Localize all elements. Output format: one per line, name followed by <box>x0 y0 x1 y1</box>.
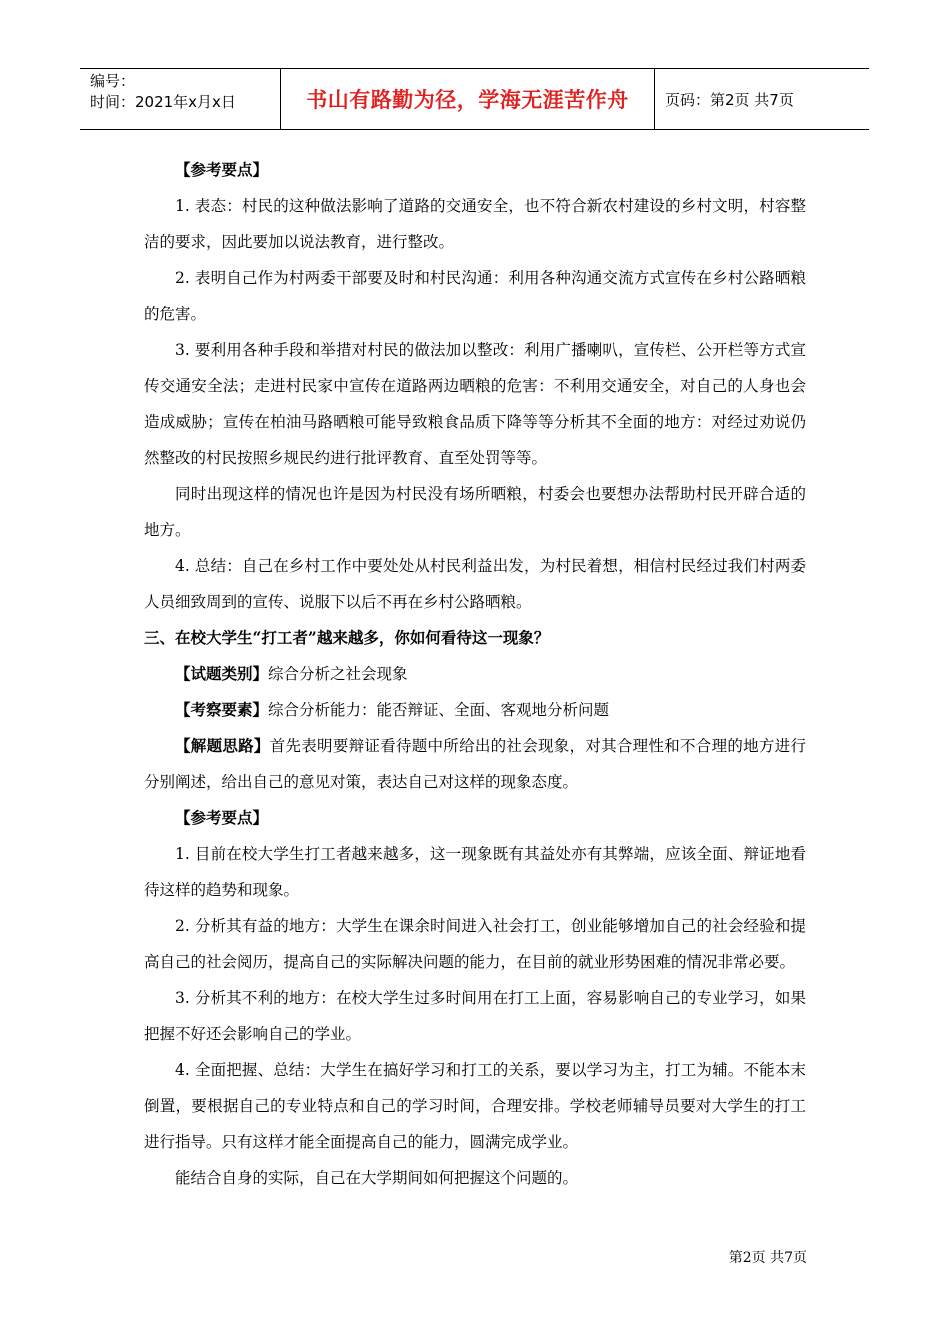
document-number-label: 编号： <box>90 72 136 90</box>
page-footer: 第2页 共7页 <box>728 1250 807 1266</box>
paragraph <box>144 1052 806 1160</box>
paragraph-text: 2. 表明自己作为村两委干部要及时和村民沟通：利用各种沟通交流方式宣传在乡村公路晒粮的危害。 <box>144 269 806 323</box>
paragraph-text: 首先表明要辩证看待题中所给出的社会现象，对其合理性和不合理的地方进行分别阐述，给出自己的意见对策，表达自己对这样的现象态度。 <box>144 737 806 791</box>
paragraph <box>144 692 806 728</box>
paragraph-bold: 【考察要素】 <box>175 700 269 719</box>
paragraph-text: 3. 分析其不利的地方：在校大学生过多时间用在打工上面，容易影响自己的专业学习，如果把握不好还会影响自己的学业。 <box>144 989 806 1043</box>
paragraph <box>144 152 806 188</box>
header-meta <box>80 69 281 129</box>
paragraph-text: 2. 分析其有益的地方：大学生在课余时间进入社会打工，创业能够增加自己的社会经验和提高自己的社会阅历，提高自己的实际解决问题的能力，在目前的就业形势困难的情况非常必要。 <box>144 917 806 971</box>
paragraph-bold: 【试题类别】 <box>175 664 269 683</box>
paragraph-text: 同时出现这样的情况也许是因为村民没有场所晒粮，村委会也要想办法帮助村民开辟合适的地方。 <box>144 485 806 539</box>
paragraph-text: 3. 要利用各种手段和举措对村民的做法加以整改：利用广播喇叭，宣传栏、公开栏等方式宣传交通安全法；走进村民家中宣传在道路两边晒粮的危害：不利用交通安全，对自己的人身也会造成威胁；宣传在柏油马路晒粮可能导致粮食品质下降等等分析其不全面的地方：对经过劝说仍然整改的村民按照乡规民约进行批评教育、直至处罚等等。 <box>144 341 806 467</box>
paragraph <box>144 332 806 476</box>
paragraph <box>144 188 806 260</box>
document-body <box>144 152 806 1196</box>
paragraph-text: 1. 表态：村民的这种做法影响了道路的交通安全，也不符合新农村建设的乡村文明，村容整洁的要求，因此要加以说法教育，进行整改。 <box>144 197 806 251</box>
paragraph <box>144 1160 806 1196</box>
paragraph-text: 能结合自身的实际，自己在大学期间如何把握这个问题的。 <box>175 1169 579 1187</box>
paragraph-text: 综合分析能力：能否辩证、全面、客观地分析问题 <box>268 701 610 719</box>
paragraph <box>144 260 806 332</box>
header-page-info: 页码：第2页 共7页 <box>665 90 794 109</box>
paragraph <box>144 800 806 836</box>
question-heading <box>144 620 806 656</box>
paragraph-bold: 【解题思路】 <box>175 736 270 755</box>
paragraph <box>144 728 806 800</box>
header-motto: 书山有路勤为径，学海无涯苦作舟 <box>281 69 655 129</box>
paragraph <box>144 836 806 908</box>
paragraph-text: 1. 目前在校大学生打工者越来越多，这一现象既有其益处亦有其弊端，应该全面、辩证地看待这样的趋势和现象。 <box>144 845 806 899</box>
paragraph <box>144 908 806 980</box>
paragraph-bold: 【参考要点】 <box>175 808 269 827</box>
paragraph <box>144 656 806 692</box>
paragraph-bold: 【参考要点】 <box>175 160 269 179</box>
paragraph-text: 综合分析之社会现象 <box>268 665 408 683</box>
document-time: 时间：2021年x月x日 <box>90 93 236 111</box>
page-header <box>80 68 869 130</box>
paragraph-bold: 三、在校大学生“打工者”越来越多，你如何看待这一现象？ <box>144 628 550 647</box>
paragraph <box>144 548 806 620</box>
paragraph <box>144 980 806 1052</box>
paragraph-text: 4. 总结：自己在乡村工作中要处处从村民利益出发，为村民着想，相信村民经过我们村两委人员细致周到的宣传、说服下以后不再在乡村公路晒粮。 <box>144 557 806 611</box>
paragraph <box>144 476 806 548</box>
paragraph-text: 4. 全面把握、总结：大学生在搞好学习和打工的关系，要以学习为主，打工为辅。不能本末倒置，要根据自己的专业特点和自己的学习时间，合理安排。学校老师辅导员要对大学生的打工进行指导。只有这样才能全面提高自己的能力，圆满完成学业。 <box>144 1061 806 1151</box>
